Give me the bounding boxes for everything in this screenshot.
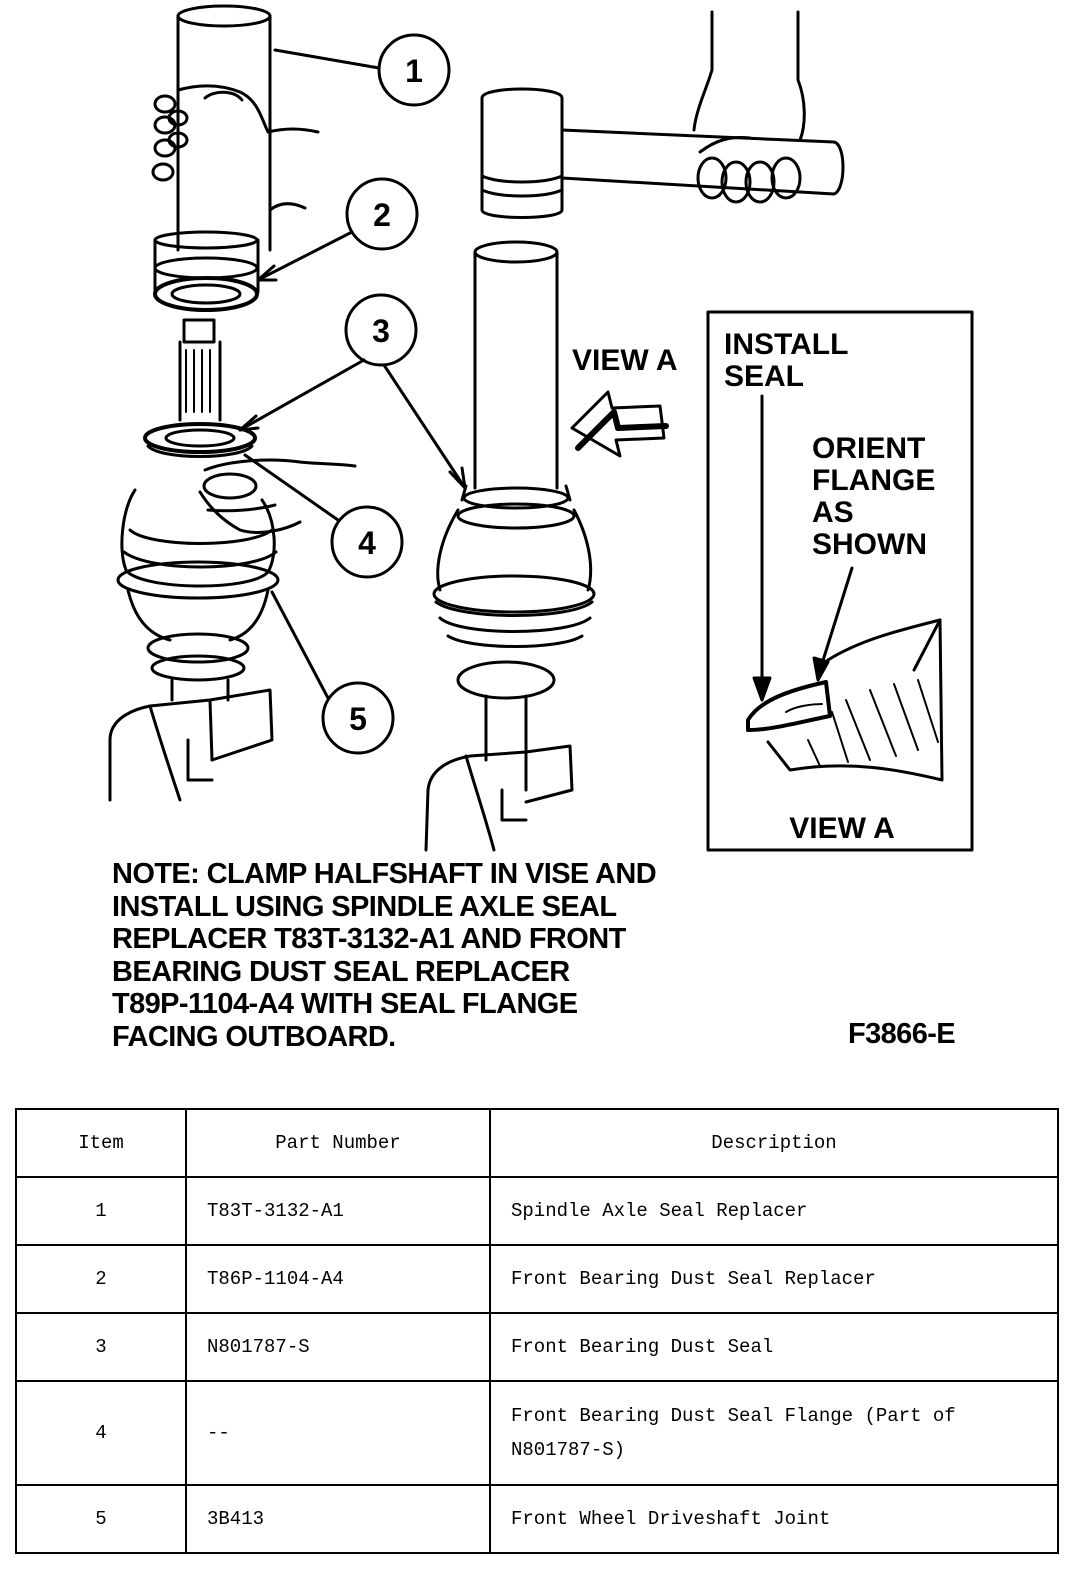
- note-line: T89P-1104-A4 WITH SEAL FLANGE: [112, 988, 578, 1020]
- column-header-item: Item: [16, 1109, 186, 1177]
- table-row: [16, 1485, 1058, 1553]
- note-line: NOTE: CLAMP HALFSHAFT IN VISE AND: [112, 858, 657, 890]
- part-number-cell: T86P-1104-A4: [186, 1245, 490, 1313]
- hand-right-mallet: [694, 12, 804, 202]
- callout-5-label: 5: [349, 701, 367, 737]
- part-number-cell: N801787-S: [186, 1313, 490, 1381]
- callout-1-label: 1: [405, 53, 423, 89]
- description-cell: Front Bearing Dust Seal: [490, 1313, 1058, 1381]
- table-row: [16, 1313, 1058, 1381]
- item-cell: 4: [16, 1381, 186, 1485]
- callout-3-label: 3: [372, 313, 390, 349]
- note-line: INSTALL USING SPINDLE AXLE SEAL: [112, 890, 617, 923]
- view-a-arrow: [572, 392, 666, 456]
- view-a-inset: [708, 312, 972, 850]
- inset-orient-line-2: FLANGE: [812, 464, 936, 497]
- vise-center: [426, 746, 572, 850]
- cv-joint-boot-center: [434, 510, 594, 760]
- column-header-part-number: Part Number: [186, 1109, 490, 1177]
- item-cell: 5: [16, 1485, 186, 1553]
- callout-2-label: 2: [373, 197, 391, 233]
- inset-view-a-label: VIEW A: [789, 812, 895, 845]
- halfshaft-stub-left: [180, 320, 220, 420]
- figure-id: F3866-E: [848, 1018, 956, 1050]
- callout-5: [272, 592, 393, 753]
- table-row: [16, 1381, 1058, 1485]
- note-line: BEARING DUST SEAL REPLACER: [112, 955, 570, 988]
- item-cell: 3: [16, 1313, 186, 1381]
- inset-orient-line-4: SHOWN: [812, 528, 927, 561]
- description-cell: Front Bearing Dust Seal Replacer: [490, 1245, 1058, 1313]
- description-cell: Spindle Axle Seal Replacer: [490, 1177, 1058, 1245]
- note-line: FACING OUTBOARD.: [112, 1020, 396, 1053]
- part-number-cell: --: [186, 1381, 490, 1485]
- description-cell: Front Wheel Driveshaft Joint: [490, 1485, 1058, 1553]
- dust-seal-left: [145, 424, 255, 457]
- view-a-label: VIEW A: [572, 344, 678, 377]
- column-header-description: Description: [490, 1109, 1058, 1177]
- callout-4-label: 4: [358, 525, 376, 561]
- table-row: [16, 1177, 1058, 1245]
- inset-install-line-2: SEAL: [724, 360, 805, 393]
- hand-left-middle: [200, 460, 355, 532]
- inset-orient-line-3: AS: [812, 496, 854, 529]
- item-cell: 2: [16, 1245, 186, 1313]
- cv-joint-boot-left: [118, 490, 278, 700]
- description-cell: Front Bearing Dust Seal Flange (Part of N801787-S): [490, 1381, 1058, 1485]
- table-header-row: [16, 1109, 1058, 1177]
- seal-replacer-tool-left: [155, 6, 270, 310]
- installation-note: [112, 858, 772, 1053]
- parts-table: [15, 1108, 1059, 1554]
- callout-2: [258, 179, 417, 280]
- inset-orient-line-1: ORIENT: [812, 432, 926, 465]
- seal-replacer-tool-center: [458, 242, 574, 528]
- item-cell: 1: [16, 1177, 186, 1245]
- inset-install-line-1: INSTALL: [724, 328, 849, 361]
- callout-1: [275, 35, 449, 105]
- vise-left: [110, 690, 272, 800]
- note-line: REPLACER T83T-3132-A1 AND FRONT: [112, 923, 626, 955]
- part-number-cell: T83T-3132-A1: [186, 1177, 490, 1245]
- part-number-cell: 3B413: [186, 1485, 490, 1553]
- table-row: [16, 1245, 1058, 1313]
